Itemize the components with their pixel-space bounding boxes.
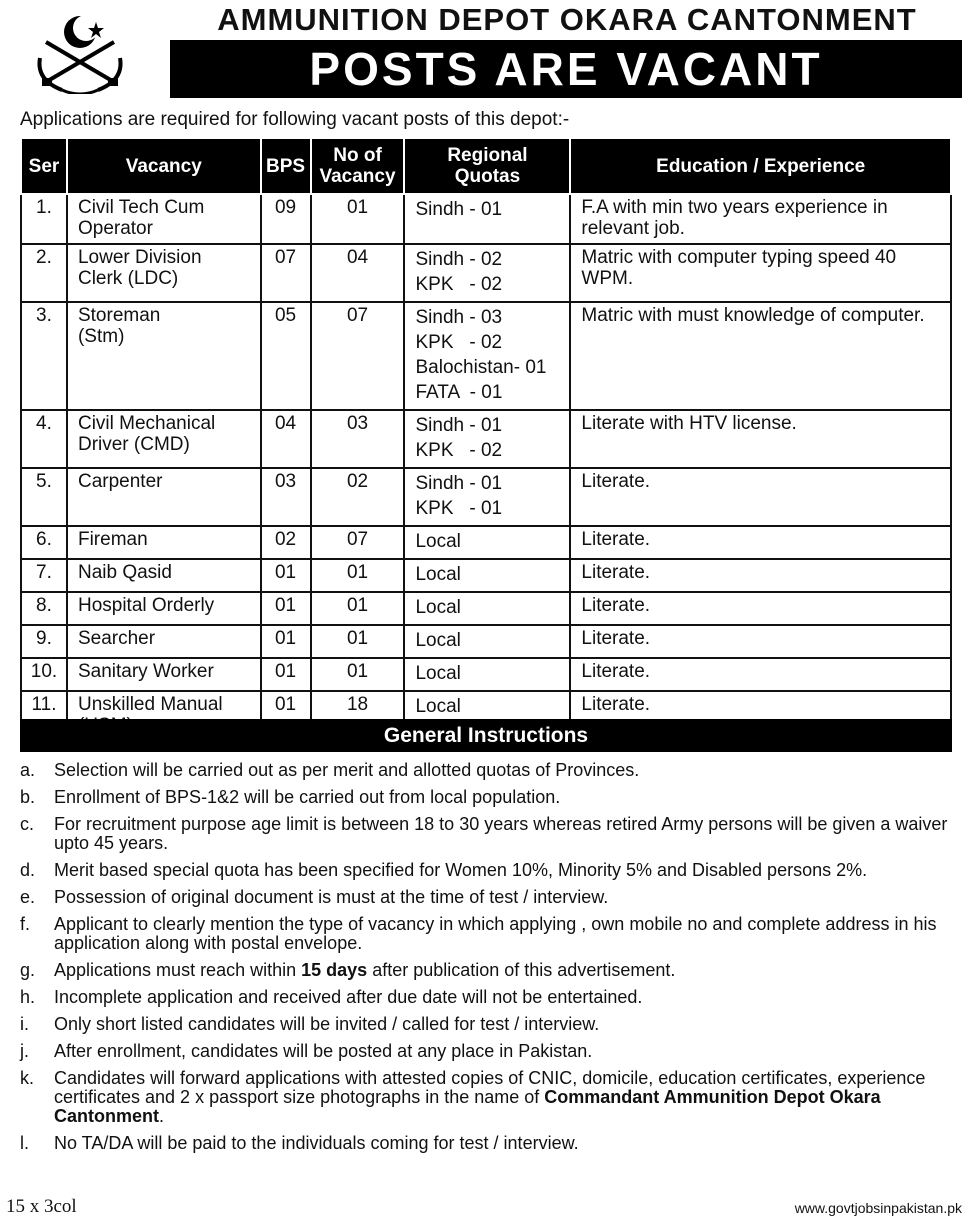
cell-count: 01	[311, 559, 405, 592]
cell-count: 18	[311, 691, 405, 741]
header-no-of-vacancy-line1: No of	[333, 145, 382, 166]
header-quotas-line1: Regional	[447, 145, 528, 166]
quota-line: Sindh - 01	[415, 415, 503, 436]
instruction-item	[20, 988, 960, 1007]
quota-line: Local	[415, 696, 461, 717]
cell-education: Literate with HTV license.	[570, 410, 951, 468]
department-title: AMMUNITION DEPOT OKARA CANTONMENT	[217, 2, 917, 37]
table-row	[21, 244, 951, 302]
instruction-text: Incomplete application and received after due date will not be entertained.	[54, 987, 643, 1007]
posts-vacant-banner: POSTS ARE VACANT	[170, 40, 962, 98]
instruction-text: Applicant to clearly mention the type of vacancy in which applying , own mobile no and complete address in his application along with postal envelope.	[54, 914, 937, 953]
header-education: Education / Experience	[570, 138, 951, 194]
cell-education: Matric with must knowledge of computer.	[570, 302, 951, 410]
instruction-text: After enrollment, candidates will be posted at any place in Pakistan.	[54, 1041, 593, 1061]
table-header-row	[21, 138, 951, 194]
header-quotas-line2: Quotas	[454, 166, 521, 187]
ad-size-label: 15 x 3col	[6, 1196, 77, 1217]
instruction-item	[20, 1042, 960, 1061]
table-row	[21, 302, 951, 410]
header-vacancy: Vacancy	[67, 138, 261, 194]
cell-quotas	[404, 410, 570, 468]
cell-bps: 07	[261, 244, 311, 302]
vacancy-line: Driver (CMD)	[77, 434, 190, 455]
cell-education: Literate.	[570, 625, 951, 658]
cell-ser: 11.	[21, 691, 67, 741]
cell-count: 07	[311, 526, 405, 559]
instruction-text: Only short listed candidates will be invited / called for test / interview.	[54, 1014, 600, 1034]
instruction-text	[54, 1069, 960, 1126]
quota-line: Balochistan- 01	[415, 357, 547, 378]
cell-ser: 4.	[21, 410, 67, 468]
cell-education: Literate.	[570, 691, 951, 741]
instruction-text: Enrollment of BPS-1&2 will be carried out from local population.	[54, 787, 561, 807]
cell-count: 03	[311, 410, 405, 468]
cell-education: Literate.	[570, 592, 951, 625]
instruction-item	[20, 861, 960, 880]
vacancy-line: Operator	[77, 218, 153, 239]
cell-vacancy	[67, 244, 261, 302]
cell-quotas	[404, 194, 570, 244]
quota-line: Sindh - 01	[415, 473, 503, 494]
cell-bps: 09	[261, 194, 311, 244]
instruction-letter: a.	[20, 760, 36, 780]
header-no-of-vacancy-line2: Vacancy	[319, 166, 396, 187]
instruction-letter: i.	[20, 1014, 29, 1034]
cell-education: Literate.	[570, 526, 951, 559]
instruction-text	[54, 961, 960, 980]
cell-ser: 2.	[21, 244, 67, 302]
quota-line: Sindh - 02	[415, 249, 503, 270]
instruction-item	[20, 1134, 960, 1153]
cell-count: 01	[311, 592, 405, 625]
cell-count: 02	[311, 468, 405, 526]
header-bps: BPS	[261, 138, 311, 194]
instruction-letter: j.	[20, 1041, 29, 1061]
cell-quotas	[404, 658, 570, 691]
cell-count: 04	[311, 244, 405, 302]
header-ser: Ser	[21, 138, 67, 194]
cell-quotas	[404, 302, 570, 410]
cell-vacancy	[67, 625, 261, 658]
cell-vacancy	[67, 194, 261, 244]
header	[0, 0, 970, 100]
quota-line: Local	[415, 597, 461, 618]
vacancy-line: Lower Division	[77, 247, 202, 268]
vacancy-line: Carpenter	[77, 471, 163, 492]
cell-ser: 3.	[21, 302, 67, 410]
cell-education: Matric with computer typing speed 40 WPM.	[570, 244, 951, 302]
intro-text: Applications are required for following vacant posts of this depot:-	[20, 109, 570, 130]
instruction-item	[20, 788, 960, 807]
quota-line: KPK - 02	[415, 274, 503, 295]
cell-bps: 01	[261, 592, 311, 625]
army-emblem-icon	[32, 8, 128, 94]
instruction-text: No TA/DA will be paid to the individuals coming for test / interview.	[54, 1133, 579, 1153]
vacancy-line: Sanitary Worker	[77, 661, 214, 682]
table-row	[21, 625, 951, 658]
table-row	[21, 468, 951, 526]
table-row	[21, 559, 951, 592]
header-no-of-vacancy	[311, 138, 405, 194]
cell-vacancy	[67, 468, 261, 526]
quota-line: Local	[415, 630, 461, 651]
vacancy-line: Storeman	[77, 305, 161, 326]
cell-count: 01	[311, 194, 405, 244]
instruction-fragment: Applications must reach within	[54, 960, 302, 980]
quota-line: Sindh - 01	[415, 199, 503, 220]
quota-line: Local	[415, 564, 461, 585]
vacancy-line: Fireman	[77, 529, 148, 550]
vacancy-line: Unskilled Manual	[77, 694, 223, 715]
quota-line: KPK - 01	[415, 498, 503, 519]
vacancy-line: Hospital Orderly	[77, 595, 215, 616]
instruction-letter: b.	[20, 787, 36, 807]
instruction-item	[20, 1015, 960, 1034]
instruction-item	[20, 815, 960, 853]
cell-count: 01	[311, 658, 405, 691]
cell-bps: 01	[261, 625, 311, 658]
cell-ser: 10.	[21, 658, 67, 691]
vacancy-line: (Stm)	[77, 326, 125, 347]
cell-quotas	[404, 559, 570, 592]
cell-vacancy	[67, 526, 261, 559]
cell-bps: 01	[261, 691, 311, 741]
table-row	[21, 410, 951, 468]
instruction-letter: f.	[20, 914, 31, 934]
cell-vacancy	[67, 302, 261, 410]
cell-quotas	[404, 625, 570, 658]
cell-vacancy	[67, 559, 261, 592]
table-row	[21, 194, 951, 244]
cell-education: Literate.	[570, 468, 951, 526]
cell-bps: 05	[261, 302, 311, 410]
instruction-text: Merit based special quota has been specified for Women 10%, Minority 5% and Disabled persons 2%.	[54, 860, 868, 880]
instructions-list	[20, 761, 960, 1161]
instruction-item	[20, 761, 960, 780]
instruction-letter: e.	[20, 887, 36, 907]
cell-bps: 01	[261, 658, 311, 691]
table-row	[21, 658, 951, 691]
cell-vacancy	[67, 410, 261, 468]
instruction-letter: h.	[20, 987, 36, 1007]
quota-line: Sindh - 03	[415, 307, 503, 328]
cell-ser: 7.	[21, 559, 67, 592]
instruction-emphasis: 15 days	[301, 960, 368, 980]
quota-line: Local	[415, 663, 461, 684]
cell-bps: 03	[261, 468, 311, 526]
cell-quotas	[404, 526, 570, 559]
table-row	[21, 592, 951, 625]
cell-bps: 01	[261, 559, 311, 592]
instruction-fragment: Candidates will forward applications with attested copies of CNIC, domicile, education certificates, experience certificates and 2 x passport size photographs in the name of	[54, 1068, 926, 1107]
instruction-letter: d.	[20, 860, 36, 880]
quota-line: FATA - 01	[415, 382, 503, 403]
instruction-letter: g.	[20, 960, 36, 980]
instruction-letter: k.	[20, 1068, 35, 1088]
cell-vacancy	[67, 658, 261, 691]
cell-education: Literate.	[570, 559, 951, 592]
quota-line: KPK - 02	[415, 332, 503, 353]
cell-ser: 6.	[21, 526, 67, 559]
cell-quotas	[404, 592, 570, 625]
vacancy-table	[20, 137, 952, 742]
quota-line: Local	[415, 531, 461, 552]
instruction-text: Possession of original document is must at the time of test / interview.	[54, 887, 609, 907]
cell-quotas	[404, 468, 570, 526]
cell-count: 07	[311, 302, 405, 410]
vacancy-line: Naib Qasid	[77, 562, 172, 583]
cell-vacancy	[67, 592, 261, 625]
vacancy-line: Civil Mechanical	[77, 413, 216, 434]
cell-education: F.A with min two years experience in relevant job.	[570, 194, 951, 244]
instruction-item	[20, 915, 960, 953]
general-instructions-title: General Instructions	[20, 719, 952, 752]
vacancy-line: Searcher	[77, 628, 156, 649]
cell-ser: 8.	[21, 592, 67, 625]
instruction-text: Selection will be carried out as per merit and allotted quotas of Provinces.	[54, 760, 640, 780]
website-credit: www.govtjobsinpakistan.pk	[794, 1200, 962, 1216]
instruction-letter: l.	[20, 1133, 29, 1153]
instruction-item	[20, 1069, 960, 1126]
cell-ser: 1.	[21, 194, 67, 244]
quota-line: KPK - 02	[415, 440, 503, 461]
instruction-emphasis: Commandant Ammunition Depot Okara Cantonment	[54, 1087, 881, 1126]
instruction-letter: c.	[20, 814, 35, 834]
instruction-text: For recruitment purpose age limit is between 18 to 30 years whereas retired Army persons will be given a waiver upto 45 years.	[54, 814, 948, 853]
cell-count: 01	[311, 625, 405, 658]
cell-ser: 5.	[21, 468, 67, 526]
vacancy-line: Civil Tech Cum	[77, 197, 205, 218]
instruction-item	[20, 961, 960, 980]
cell-bps: 04	[261, 410, 311, 468]
instruction-fragment: after publication of this advertisement.	[367, 960, 676, 980]
instruction-fragment: .	[159, 1106, 165, 1126]
header-regional-quotas	[404, 138, 570, 194]
table-row	[21, 526, 951, 559]
vacancy-line: Clerk (LDC)	[77, 268, 179, 289]
cell-education: Literate.	[570, 658, 951, 691]
cell-bps: 02	[261, 526, 311, 559]
cell-quotas	[404, 244, 570, 302]
cell-ser: 9.	[21, 625, 67, 658]
instruction-item	[20, 888, 960, 907]
